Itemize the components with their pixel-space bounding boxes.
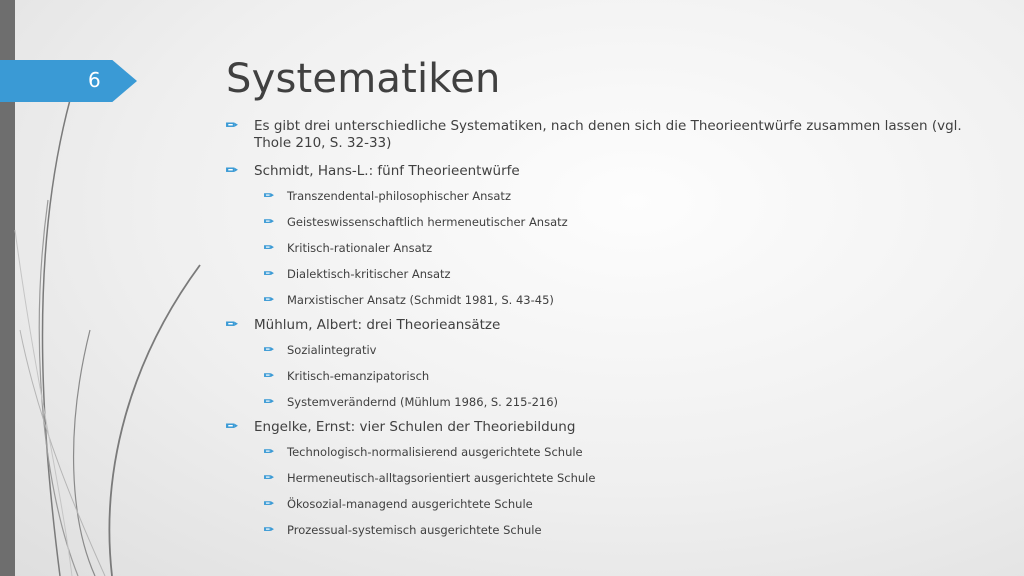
- slide-number-tag: [0, 60, 137, 102]
- pencil-icon: [264, 448, 274, 454]
- pencil-icon: [264, 346, 274, 352]
- bullet-text: Ökosozial-managend ausgerichtete Schule: [287, 497, 533, 511]
- bullet-item: [226, 163, 986, 180]
- bullet-text: Systemverändernd (Mühlum 1986, S. 215-216): [287, 395, 559, 409]
- pencil-icon: [264, 296, 274, 302]
- bullet-text: Engelke, Ernst: vier Schulen der Theoriebildung: [254, 419, 576, 435]
- sub-bullet-item: [226, 343, 986, 357]
- slide-title: Systematiken: [226, 56, 501, 102]
- sub-bullet-item: [226, 241, 986, 255]
- pencil-icon: [264, 270, 274, 276]
- sub-bullet-item: [226, 215, 986, 229]
- bullet-text: Mühlum, Albert: drei Theorieansätze: [254, 317, 501, 333]
- bullet-item: [226, 317, 986, 334]
- sub-bullet-item: [226, 293, 986, 307]
- bullet-text: Es gibt drei unterschiedliche Systematiken, nach denen sich die Theorieentwürfe zusammen lassen (vgl. Thole 210, S. 32-33): [254, 118, 962, 151]
- bullet-list: [226, 118, 986, 537]
- sub-bullet-item: [226, 471, 986, 485]
- pencil-icon: [264, 192, 274, 198]
- sub-bullet-item: [226, 523, 986, 537]
- pencil-icon: [226, 121, 238, 128]
- slide-number: 6: [88, 68, 101, 92]
- bullet-item: [226, 118, 986, 152]
- pencil-icon: [264, 244, 274, 250]
- bullet-item: [226, 419, 986, 436]
- pencil-icon: [226, 320, 238, 327]
- bullet-text: Dialektisch-kritischer Ansatz: [287, 267, 451, 281]
- bullet-text: Technologisch-normalisierend ausgerichtete Schule: [287, 445, 583, 459]
- bullet-text: Marxistischer Ansatz (Schmidt 1981, S. 43-45): [287, 293, 554, 307]
- pencil-icon: [226, 166, 238, 173]
- pencil-icon: [264, 500, 274, 506]
- bullet-text: Kritisch-emanzipatorisch: [287, 369, 430, 383]
- pencil-icon: [264, 474, 274, 480]
- sub-bullet-item: [226, 497, 986, 511]
- bullet-text: Transzendental-philosophischer Ansatz: [287, 189, 511, 203]
- bullet-text: Prozessual-systemisch ausgerichtete Schule: [287, 523, 542, 537]
- sub-bullet-item: [226, 445, 986, 459]
- pencil-icon: [264, 372, 274, 378]
- sub-bullet-item: [226, 189, 986, 203]
- sub-bullet-item: [226, 395, 986, 409]
- pencil-icon: [264, 398, 274, 404]
- sub-bullet-item: [226, 267, 986, 281]
- bullet-text: Schmidt, Hans-L.: fünf Theorieentwürfe: [254, 163, 520, 179]
- bullet-text: Hermeneutisch-alltagsorientiert ausgerichtete Schule: [287, 471, 596, 485]
- pencil-icon: [264, 218, 274, 224]
- sub-bullet-item: [226, 369, 986, 383]
- bullet-text: Sozialintegrativ: [287, 343, 377, 357]
- pencil-icon: [264, 526, 274, 532]
- bullet-text: Kritisch-rationaler Ansatz: [287, 241, 433, 255]
- pencil-icon: [226, 422, 238, 429]
- bullet-text: Geisteswissenschaftlich hermeneutischer Ansatz: [287, 215, 568, 229]
